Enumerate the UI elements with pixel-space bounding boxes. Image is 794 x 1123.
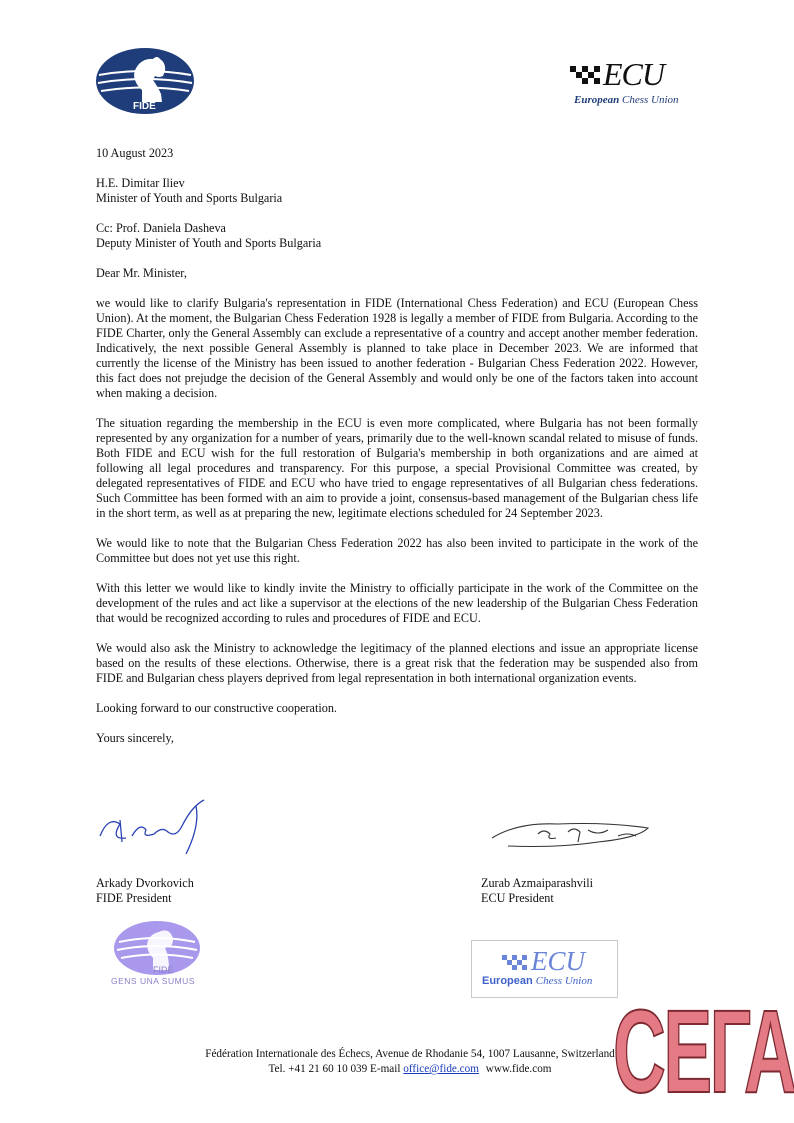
closing-line: Looking forward to our constructive cooperation. bbox=[96, 701, 337, 715]
cc-name: Cc: Prof. Daniela Dasheva bbox=[96, 221, 226, 235]
footer-website: www.fide.com bbox=[485, 1063, 552, 1075]
ecu-logo bbox=[570, 58, 700, 110]
salutation: Dear Mr. Minister, bbox=[96, 266, 187, 280]
signatory-title: FIDE President bbox=[96, 891, 172, 905]
watermark-text: СЕГА bbox=[613, 993, 794, 1118]
ecu-stamp-flag-icon bbox=[502, 955, 530, 973]
sign-off: Yours sincerely, bbox=[96, 731, 174, 745]
recipient-block bbox=[96, 176, 698, 206]
fide-stamp-motto: GENS UNA SUMUS bbox=[111, 976, 195, 986]
footer-phone: Tel. +41 21 60 10 039 E-mail bbox=[268, 1063, 401, 1075]
footer-address: Fédération Internationale des Échecs, Avenue de Rhodanie 54, 1007 Lausanne, Switzerland bbox=[205, 1048, 615, 1060]
signatory-name: Arkady Dvorkovich bbox=[96, 876, 194, 890]
watermark-logo bbox=[613, 993, 794, 1123]
footer-email-link[interactable]: office@fide.com bbox=[403, 1063, 479, 1075]
ecu-stamp-sub-italic: Chess Union bbox=[535, 975, 593, 987]
ecu-president-signature bbox=[488, 816, 658, 856]
paragraph: The situation regarding the membership in the ECU is even more complicated, where Bulgaria has not been formally represented by any organization for a number of years, primarily due to the well-known scandal related to misuse of funds. Both FIDE and ECU wish for the full restoration of Bulgaria's membership in both organizations and are aimed at following all legal procedures and transparency. For this purpose, a special Provisional Committee was created, by delegated representatives of FIDE and ECU who have tried to engage representatives of all Bulgarian chess federations. Such Committee has been formed with an aim to provide a joint, consensus-based management of the Bulgarian chess life in the short term, as well as at preparing the new, legitimate elections scheduled for 24 September 2023. bbox=[96, 416, 698, 520]
ecu-logo-sub-bold: European bbox=[574, 94, 620, 106]
signatory-name: Zurab Azmaiparashvili bbox=[481, 876, 594, 890]
footer bbox=[150, 1047, 670, 1077]
paragraph: We would also ask the Ministry to acknowledge the legitimacy of the planned elections and issue an appropriate license based on the results of these elections. Otherwise, there is a great risk that the federation may be suspended also from FIDE and Bulgarian chess players deprived from legal representation in both international organization events. bbox=[96, 641, 698, 685]
cc-title: Deputy Minister of Youth and Sports Bulgaria bbox=[96, 236, 322, 250]
checkered-flag-icon bbox=[570, 66, 602, 88]
fide-logo bbox=[95, 46, 195, 116]
ecu-logo-sub-italic: Chess Union bbox=[622, 94, 679, 106]
letter-body bbox=[96, 146, 698, 761]
ecu-logo-main-text: ECU bbox=[603, 56, 664, 92]
signatory-title: ECU President bbox=[481, 891, 554, 905]
paragraph: We would like to note that the Bulgarian Chess Federation 2022 has also been invited to participate in the work of the Committee but does not yet use this right. bbox=[96, 536, 698, 565]
ecu-stamp-main-text: ECU bbox=[531, 946, 585, 976]
fide-stamp-text: FIDE bbox=[153, 965, 174, 975]
fide-president-signature bbox=[96, 796, 216, 856]
ecu-stamp-sub-bold: European bbox=[482, 975, 533, 987]
recipient-name: H.E. Dimitar Iliev bbox=[96, 176, 185, 190]
paragraph: With this letter we would like to kindly invite the Ministry to officially participate in the work of the Committee on the development of the rules and act like a supervisor at the elections of the new leadership of the Bulgarian Chess Federation that would be recognized according to rules and procedures of FIDE and ECU. bbox=[96, 581, 698, 625]
letter-date: 10 August 2023 bbox=[96, 146, 174, 160]
fide-signatory bbox=[96, 876, 194, 906]
paragraph: we would like to clarify Bulgaria's representation in FIDE (International Chess Federation) and ECU (European Chess Union). At the moment, the Bulgarian Chess Federation 1928 is legally a member of FIDE from Bulgaria. According to the FIDE Charter, only the General Assembly can exclude a representative of a country and accept another member federation. Indicatively, the next possible General Assembly is planned to take place in December 2023. We are informed that currently the license of the Ministry has been issued to another federation - Bulgarian Chess Federation 2022. However, this fact does not prejudge the decision of the General Assembly and would only be one of the factors taken into account when making a decision. bbox=[96, 296, 698, 400]
footer-contact bbox=[150, 1062, 670, 1077]
ecu-stamp bbox=[471, 940, 618, 998]
recipient-title: Minister of Youth and Sports Bulgaria bbox=[96, 191, 283, 205]
cc-block bbox=[96, 221, 698, 251]
ecu-signatory bbox=[481, 876, 593, 906]
fide-logo-text: FIDE bbox=[133, 101, 156, 112]
fide-stamp bbox=[107, 918, 219, 990]
